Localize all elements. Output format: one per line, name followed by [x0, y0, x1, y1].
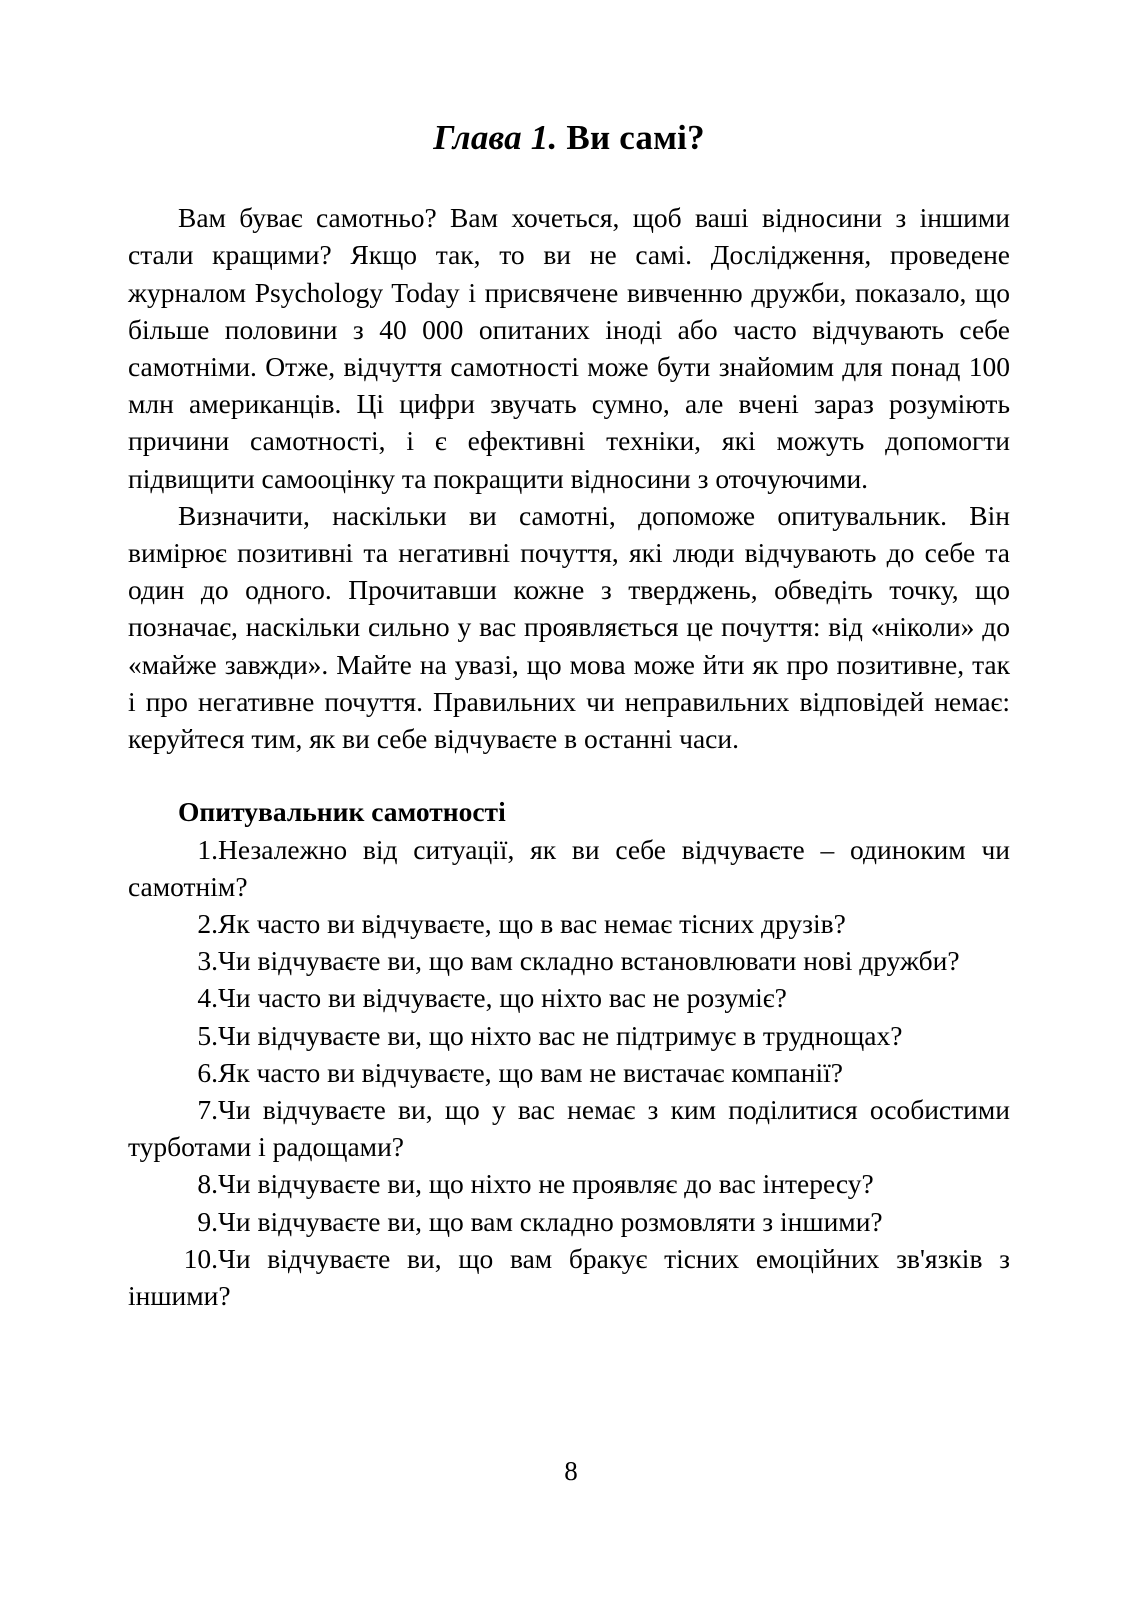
page-number: 8	[564, 1456, 578, 1486]
list-item-text: Як часто ви відчуваєте, що в вас немає тісних друзів?	[218, 907, 846, 939]
list-item	[128, 942, 1010, 979]
list-item	[128, 1203, 1010, 1240]
body-paragraph-2: Визначити, наскільки ви самотні, допоможе опитувальник. Він вимірює позитивні та негативні почуття, які люди відчувають до себе та один до одного. Прочитавши кожне з тверджень, обведіть точку, що позначає, наскільки сильно у вас проявляється це почуття: від «ніколи» до «майже завжди». Майте на увазі, що мова може йти як про позитивне, так і про негативне почуття. Правильних чи неправильних відповідей немає: керуйтеся тим, як ви себе відчуваєте в останні часи.	[128, 499, 1010, 755]
list-item	[128, 979, 1010, 1016]
list-item-number: 6.	[197, 1056, 218, 1088]
body-paragraph-1: Вам буває самотньо? Вам хочеться, щоб ваші відносини з іншими стали кращими? Якщо так, то ви не самі. Дослідження, проведене журналом Psychology Today і присвячене вивченню дружби, показало, що більше половини з 40 000 опитаних іноді або часто відчувають себе самотніми. Отже, відчуття самотності може бути знайомим для понад 100 млн американців. Ці цифри звучать сумно, але вчені зараз розуміють причини самотності, і є ефективні техніки, які можуть допомогти підвищити самооцінку та покращити відносини з оточуючими.	[128, 202, 1010, 494]
list-item-text: Чи відчуваєте ви, що у вас немає з ким поділитися особистими турботами і радощами?	[128, 1093, 1010, 1163]
list-item-text: Чи відчуваєте ви, що вам складно встановлювати нові дружби?	[218, 945, 960, 977]
list-item-number: 8.	[197, 1168, 218, 1200]
list-item	[128, 905, 1010, 942]
list-item-number: 7.	[197, 1093, 218, 1125]
list-item-text: Чи відчуваєте ви, що ніхто вас не підтримує в труднощах?	[218, 1019, 903, 1051]
list-item	[128, 1054, 1010, 1091]
list-item	[128, 831, 1010, 905]
list-item-number: 5.	[197, 1019, 218, 1051]
questionnaire-list	[128, 831, 1010, 1315]
list-item	[128, 1017, 1010, 1054]
list-item-number: 4.	[197, 982, 218, 1014]
page-title	[128, 0, 1010, 158]
list-item	[128, 1165, 1010, 1202]
list-item-number: 9.	[197, 1205, 218, 1237]
questionnaire-heading: Опитувальник самотності	[178, 796, 506, 828]
list-item-text: Чи часто ви відчуваєте, що ніхто вас не розуміє?	[218, 982, 787, 1014]
list-item-number: 2.	[197, 907, 218, 939]
list-item	[128, 1240, 1010, 1314]
list-item	[128, 1091, 1010, 1165]
list-item-text: Як часто ви відчуваєте, що вам не вистачає компанії?	[218, 1056, 843, 1088]
list-item-number: 1.	[197, 833, 218, 865]
chapter-number: Глава 1.	[433, 118, 558, 157]
list-item-text: Чи відчуваєте ви, що ніхто не проявляє до вас інтересу?	[218, 1168, 874, 1200]
chapter-title-text: Ви самі?	[566, 118, 705, 157]
page-content	[128, 0, 1010, 1314]
list-item-text: Незалежно від ситуації, як ви себе відчуваєте – одиноким чи самотнім?	[128, 833, 1010, 902]
list-item-text: Чи відчуваєте ви, що вам складно розмовляти з іншими?	[218, 1205, 883, 1237]
list-item-number: 3.	[197, 945, 218, 977]
list-item-text: Чи відчуваєте ви, що вам бракує тісних емоційних зв'язків з іншими?	[128, 1242, 1010, 1311]
list-item-number: 10.	[183, 1242, 218, 1274]
